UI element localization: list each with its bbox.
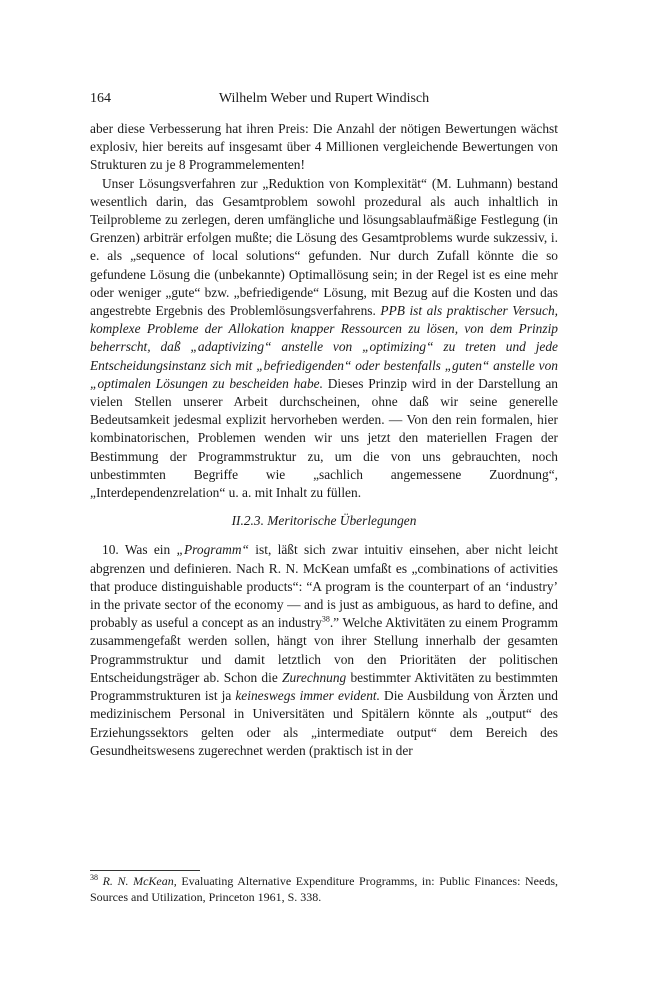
paragraph-3-text-f: bestimmter Aktivitäten zu bestimmten Programmstrukturen ist ja: [90, 669, 558, 704]
footnote-reference: 38: [321, 614, 330, 624]
paragraph-2: [90, 175, 558, 503]
footnote-text: Evaluating Alternative Expenditure Programms, in: Public Finances: Needs, Sources and Utilization, Princeton 1961, S. 338.: [90, 874, 558, 904]
body-text: [90, 120, 558, 760]
footnote: [90, 873, 558, 905]
paragraph-2-text-a: Unser Lösungsverfahren zur „Reduktion von Komplexität“ (M. Luhmann) bestand wesentlich darin, das Gesamtproblem sowohl prozedural als auch inhaltlich in Teilprobleme zu zerlegen, deren umfängliche und lösungsablaufmäßige Festlegung (in Grenzen) arbiträr erfolgen mußte; die Lösung des Gesamtproblems wurde sukzessiv, i. e. als „sequence of local solutions“ gefunden. Nur durch Zufall könnte die so gefundene Lösung die (unbekannte) Optimallösung sein; in der Regel ist es eine mehr oder weniger „gute“ bzw. „befriedigende“ Lösung, mit Bezug auf die Kosten und das angestrebte Ergebnis des Problemlösungsverfahrens.: [90, 175, 558, 319]
paragraph-2-italic-statement: PPB ist als praktischer Versuch, komplexe Probleme der Allokation knapper Ressourcen zu lösen, von dem Prinzip beherrscht, daß „adaptivizing“ anstelle von „optimizing“ zu treten und jede Entscheidungsinstanz sich mit „befriedigenden“ oder bestenfalls „guten“ anstelle von „optimalen Lösungen zu bescheiden habe.: [90, 303, 558, 391]
paragraph-1: aber diese Verbesserung hat ihren Preis: Die Anzahl der nötigen Bewertungen wächst explosiv, hier bereits auf insgesamt über 4 Millionen vergleichende Bewertungen von Strukturen zu je 8 Programmelementen!: [90, 121, 558, 173]
paragraph-3-text-h: Die Ausbildung von Ärzten und medizinischem Personal in Universitäten und Spitälern könnte als „output“ des Erziehungssektors gelten oder als „intermediate output“ dem Bereich des Gesundheitswesens zugerechnet werden (praktisch ist in der: [90, 688, 559, 758]
running-head: Wilhelm Weber und Rupert Windisch: [218, 91, 430, 106]
paragraph-3-term-programm: „Programm“: [176, 542, 249, 558]
paragraph-3-emphasis: keineswegs immer evident.: [235, 688, 380, 704]
paragraph-2-text-c: Dieses Prinzip wird in der Darstellung an vielen Stellen unserer Arbeit durchscheinen, ohne daß wir seine generelle Bedeutsamkeit jedesmal explizit hervorheben werden. — Von den rein formalen, hier kombinatorischen, Problemen wenden wir uns jetzt den materiellen Fragen der Bestimmung der Programmstruktur zu, um die von uns gebrauchten, noch unbestimmten Begriffe wie „sachlich angemessene Zuordnung“, „Interdependenzrelation“ u. a. mit Inhalt zu füllen.: [90, 375, 558, 501]
footnote-divider: [90, 870, 200, 871]
paragraph-3-text-c: ist, läßt sich zwar intuitiv einsehen, aber nicht leicht abgrenzen und definieren. Nach R. N. McKean umfaßt es „combinations of activities that produce distinguishable products“: “A program is the counterpart of an ‘industry’ in the private sector of the economy — and is just as ambiguous, as hard to define, and probably as useful a concept as an industry: [90, 542, 558, 631]
section-heading: II.2.3. Meritorische Überlegungen: [231, 513, 417, 529]
paragraph-3-text-a: 10. Was ein: [102, 542, 177, 558]
page-number: 164: [90, 91, 111, 106]
footnote-author: R. N. McKean,: [102, 874, 177, 888]
paragraph-3: [90, 541, 558, 759]
footnote-mark: 38: [90, 873, 98, 882]
page-header: [90, 91, 558, 111]
paragraph-3-text-d: .” Welche Aktivitäten zu einem Programm zusammengefaßt werden sollen, hängt von ihrer Stellung innerhalb der gesamten Programmstruktur und damit letztlich von den Prioritäten der politischen Entscheidungsträger ab. Schon die: [90, 615, 558, 685]
paragraph-3-term-zurechnung: Zurechnung: [282, 669, 347, 685]
